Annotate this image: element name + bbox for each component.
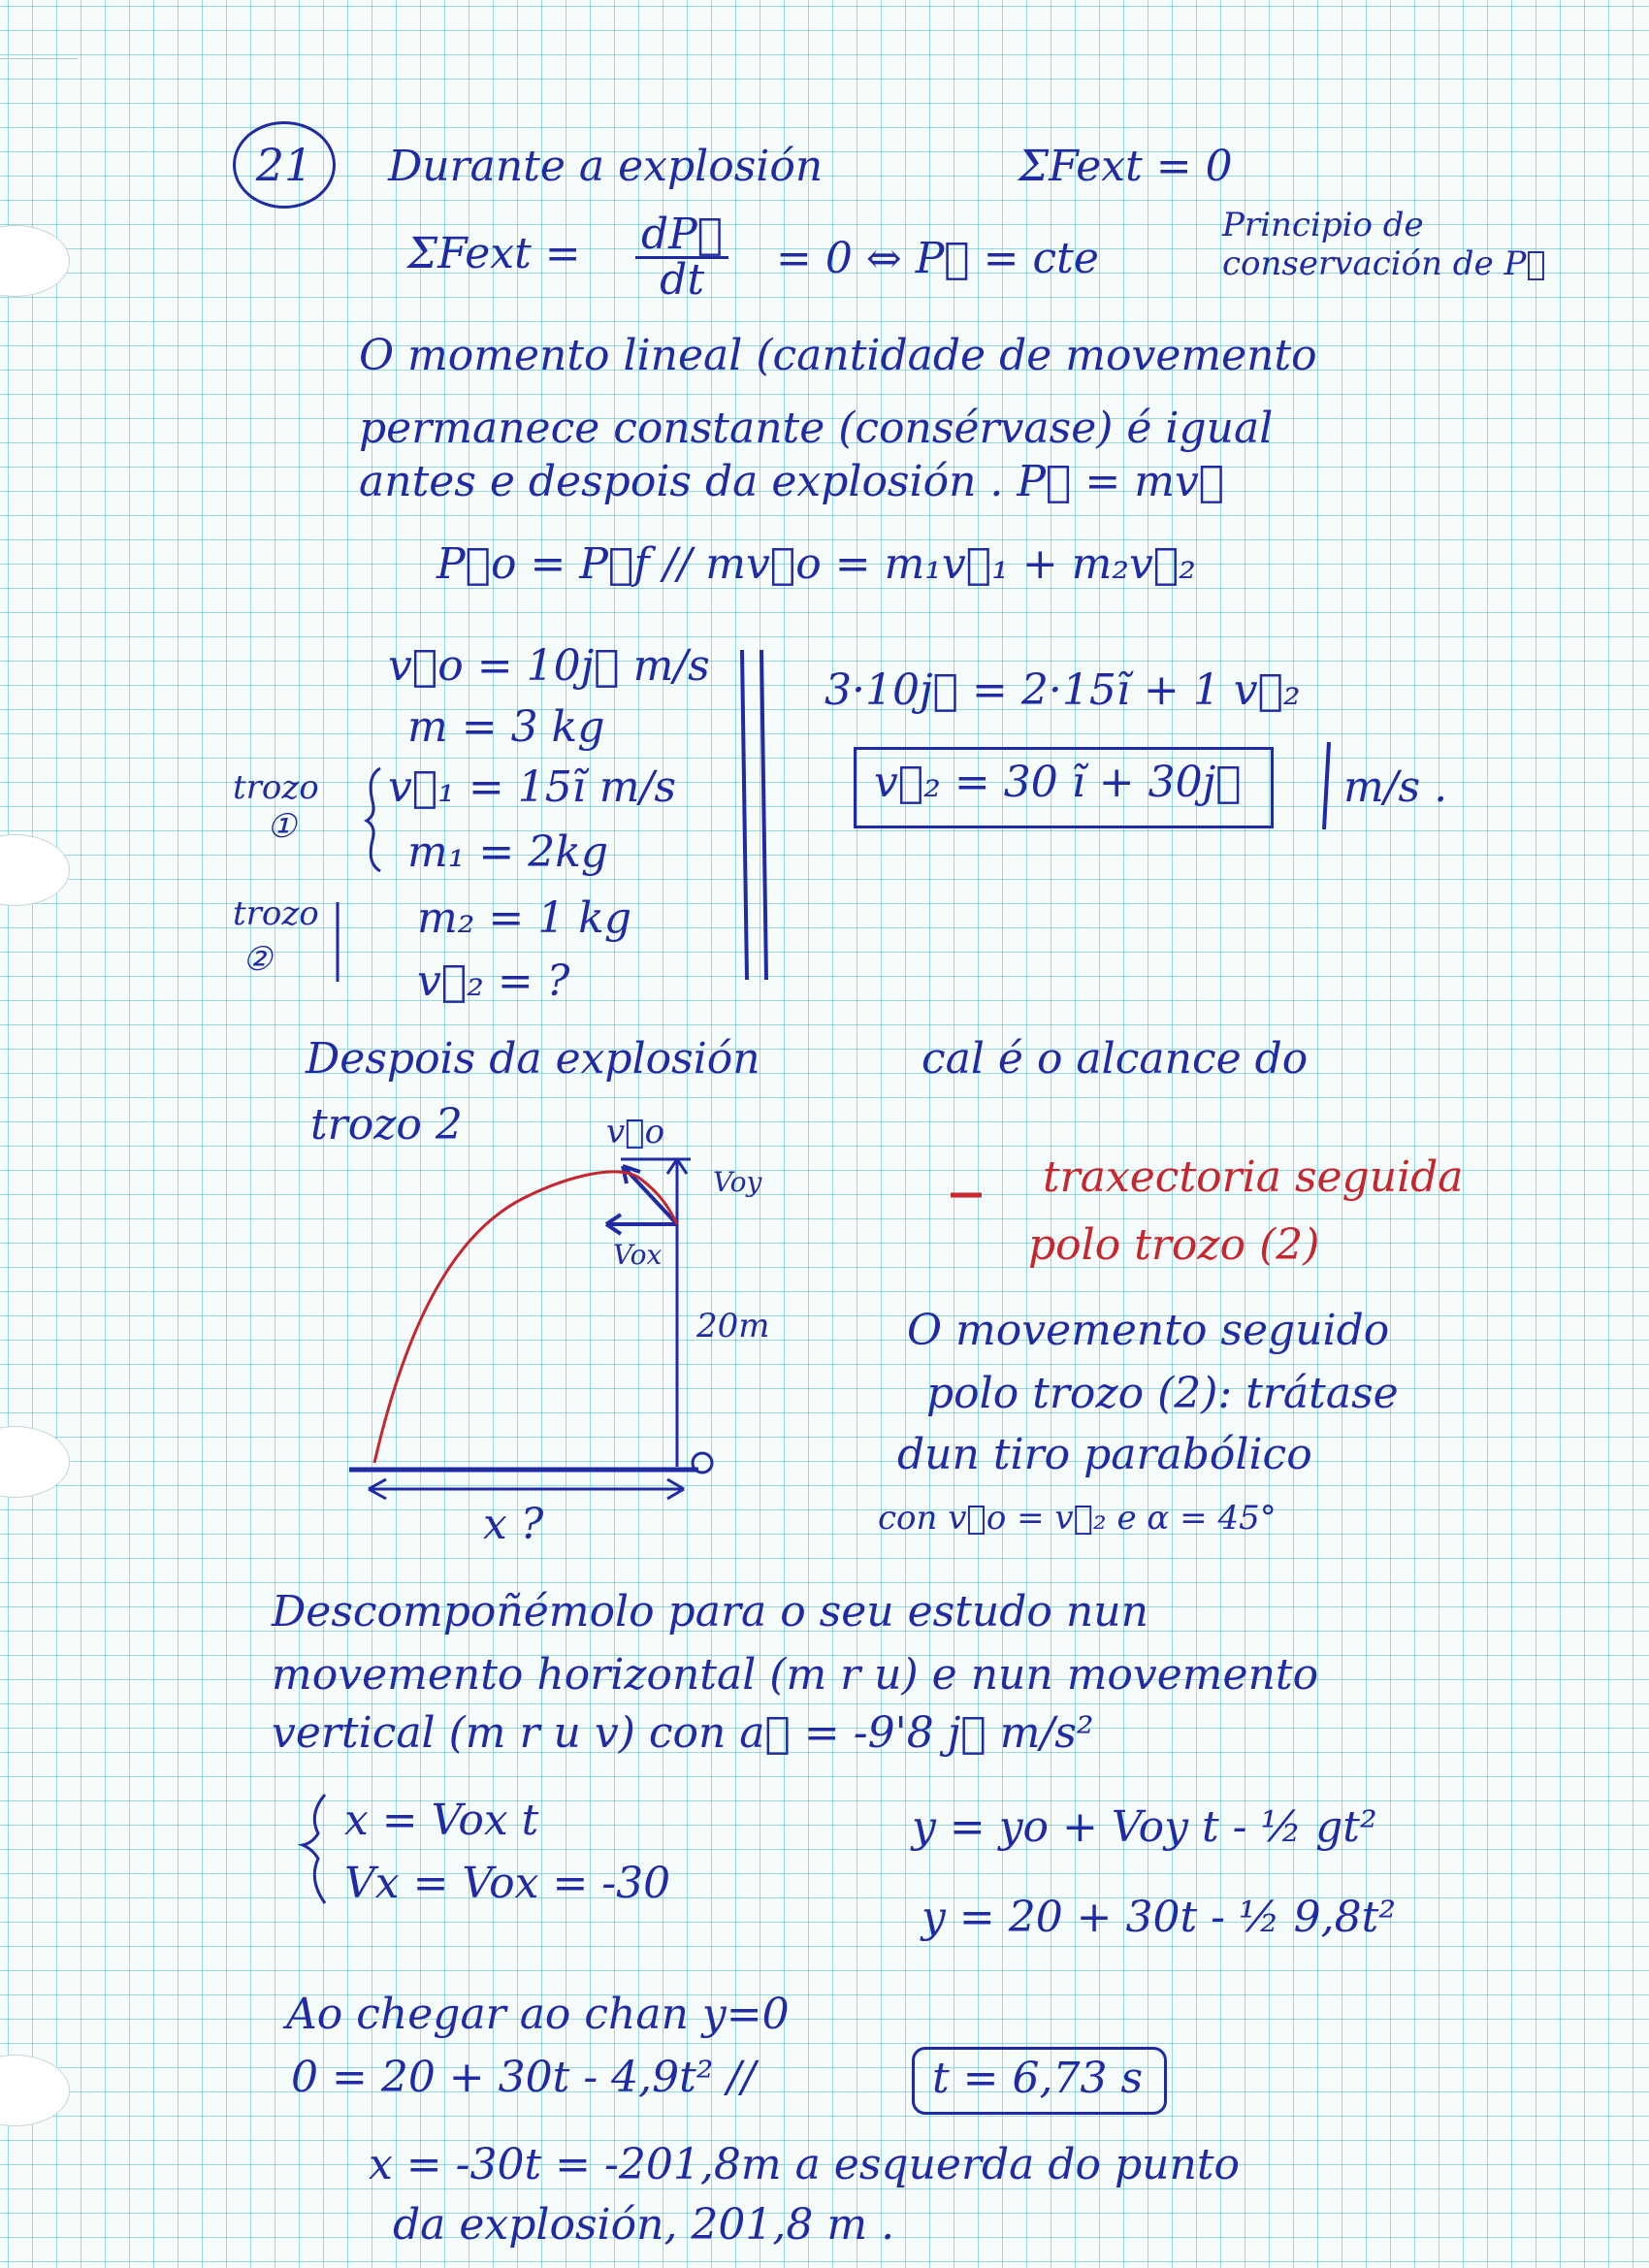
note-line-2: polo trozo (2): trátase bbox=[926, 1369, 1399, 1418]
given-v1: v⃗₁ = 15ĩ m/s bbox=[388, 762, 676, 812]
vx-equation: Vx = Vox = -30 bbox=[344, 1859, 671, 1908]
trozo-1-label: trozo bbox=[233, 768, 319, 807]
problem-number: 21 bbox=[233, 121, 336, 209]
v0-label: v⃗o bbox=[606, 1113, 665, 1151]
time-result: t = 6,73 s bbox=[932, 2054, 1144, 2103]
conservation-equation: = 0 ⇔ P⃗ = cte bbox=[776, 234, 1099, 283]
ground-line-2: 0 = 20 + 30t - 4,9t² // bbox=[291, 2053, 757, 2102]
y-equation: y = yo + Voy t - ½ gt² bbox=[912, 1802, 1377, 1852]
height-label: 20m bbox=[696, 1307, 770, 1345]
range-label: x ? bbox=[483, 1500, 544, 1549]
fraction-numerator: dP⃗ bbox=[635, 213, 728, 259]
principle-note-2: conservación de P⃗ bbox=[1222, 244, 1546, 283]
note-line-3: dun tiro parabólico bbox=[897, 1430, 1312, 1479]
momentum-equation: P⃗o = P⃗f // mv⃗o = m₁v⃗₁ + m₂v⃗₂ bbox=[436, 539, 1196, 589]
given-v2: v⃗₂ = ? bbox=[417, 956, 570, 1006]
question-line-1b: cal é o alcance do bbox=[922, 1034, 1309, 1084]
time-result-box bbox=[912, 2047, 1167, 2115]
v2-unit: m/s . bbox=[1343, 762, 1448, 812]
range-conclusion: da explosión, 201,8 m . bbox=[393, 2200, 895, 2250]
trozo-2-number: ② bbox=[242, 940, 273, 979]
text-line: O momento lineal (cantidade de movemento bbox=[359, 331, 1317, 380]
trozo-2-label: trozo bbox=[233, 894, 319, 933]
voy-label: Voy bbox=[713, 1166, 762, 1198]
trozo-1-number: ① bbox=[267, 807, 297, 846]
ground-line-1: Ao chegar ao chan y=0 bbox=[286, 1990, 790, 2039]
sum-forces-zero: ΣFext = 0 bbox=[1018, 142, 1233, 191]
legend-line-2: polo trozo (2) bbox=[1028, 1220, 1320, 1270]
given-m: m = 3 kg bbox=[407, 702, 605, 752]
v2-result: v⃗₂ = 30 ĩ + 30j⃗ bbox=[874, 758, 1242, 807]
principle-note-1: Principio de bbox=[1222, 206, 1424, 244]
range-result: x = -30t = -201,8m a esquerda do punto bbox=[369, 2140, 1241, 2189]
fraction-denominator: dt bbox=[660, 255, 705, 305]
y-substituted: y = 20 + 30t - ½ 9,8t² bbox=[922, 1893, 1396, 1942]
text-line: permanece constante (consérvase) é igual bbox=[359, 404, 1274, 453]
decomp-line-1: Descompoñémolo para o seu estudo nun bbox=[272, 1587, 1148, 1636]
legend-line-1: traxectoria seguida bbox=[1043, 1152, 1464, 1202]
sum-forces-label: ΣFext = bbox=[407, 229, 581, 278]
x-equation: x = Vox t bbox=[344, 1796, 539, 1845]
question-line-1a: Despois da explosión bbox=[306, 1034, 760, 1084]
intro-line: Durante a explosión bbox=[388, 142, 824, 191]
given-v0: v⃗o = 10j⃗ m/s bbox=[388, 641, 710, 691]
vox-label: Vox bbox=[613, 1239, 663, 1271]
note-line-4: con v⃗o = v⃗₂ e α = 45° bbox=[878, 1499, 1277, 1538]
note-line-1: O movemento seguido bbox=[907, 1306, 1390, 1355]
decomp-line-2: movemento horizontal (m r u) e nun movemento bbox=[272, 1650, 1319, 1700]
given-m1: m₁ = 2kg bbox=[407, 827, 609, 877]
decomp-line-3: vertical (m r u v) con a⃗ = -9'8 j⃗ m/s² bbox=[272, 1708, 1094, 1758]
question-line-2: trozo 2 bbox=[310, 1100, 463, 1150]
given-m2: m₂ = 1 kg bbox=[417, 893, 632, 943]
text-line: antes e despois da explosión . P⃗ = mv⃗ bbox=[359, 457, 1225, 506]
momentum-substitution: 3·10j⃗ = 2·15ĩ + 1 v⃗₂ bbox=[824, 665, 1301, 715]
